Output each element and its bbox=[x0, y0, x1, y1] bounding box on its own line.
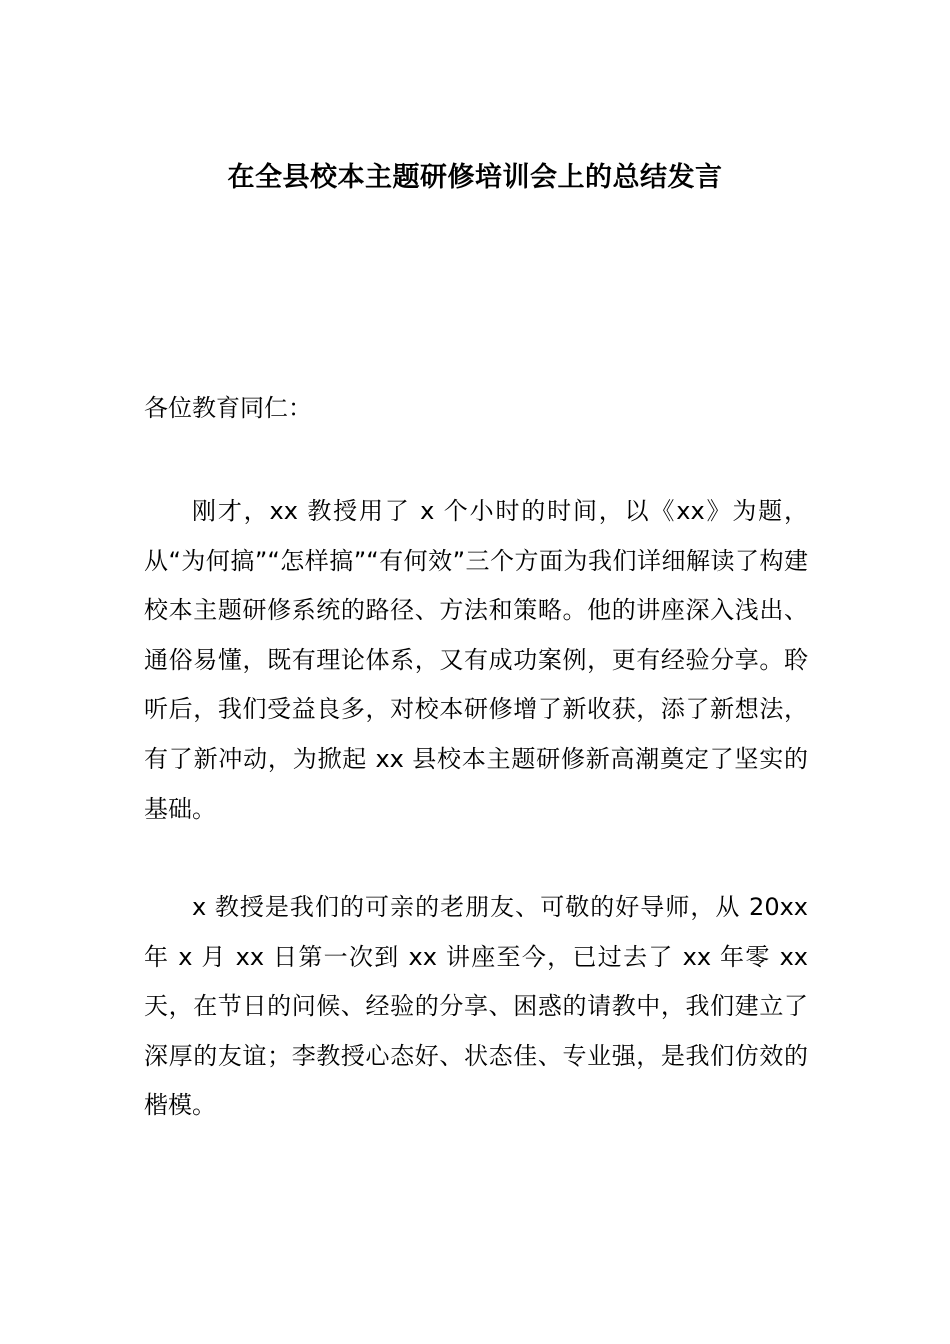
greeting: 各位教育同仁： bbox=[144, 394, 312, 422]
paragraph: 刚才，xx 教授用了 x 个小时的时间，以《xx》为题，从“为何搞”“怎样搞”“有何效”三个方面为我们详细解读了构建校本主题研修系统的路径、方法和策略。他的讲座深入浅出、通俗易懂，既有理论体系，又有成功案例，更有经验分享。聆听后，我们受益良多，对校本研修增了新收获，添了新想法，有了新冲动，为掀起 xx 县校本主题研修新高潮奠定了坚实的基础。 bbox=[144, 497, 808, 823]
paragraph: x 教授是我们的可亲的老朋友、可敬的好导师，从 20xx 年 x 月 xx 日第一次到 xx 讲座至今，已过去了 xx 年零 xx 天，在节日的问候、经验的分享、困惑的请教中，我们建立了深厚的友谊；李教授心态好、状态佳、专业强，是我们仿效的楷模。 bbox=[144, 893, 808, 1120]
document-title: 在全县校本主题研修培训会上的总结发言 bbox=[227, 162, 723, 193]
